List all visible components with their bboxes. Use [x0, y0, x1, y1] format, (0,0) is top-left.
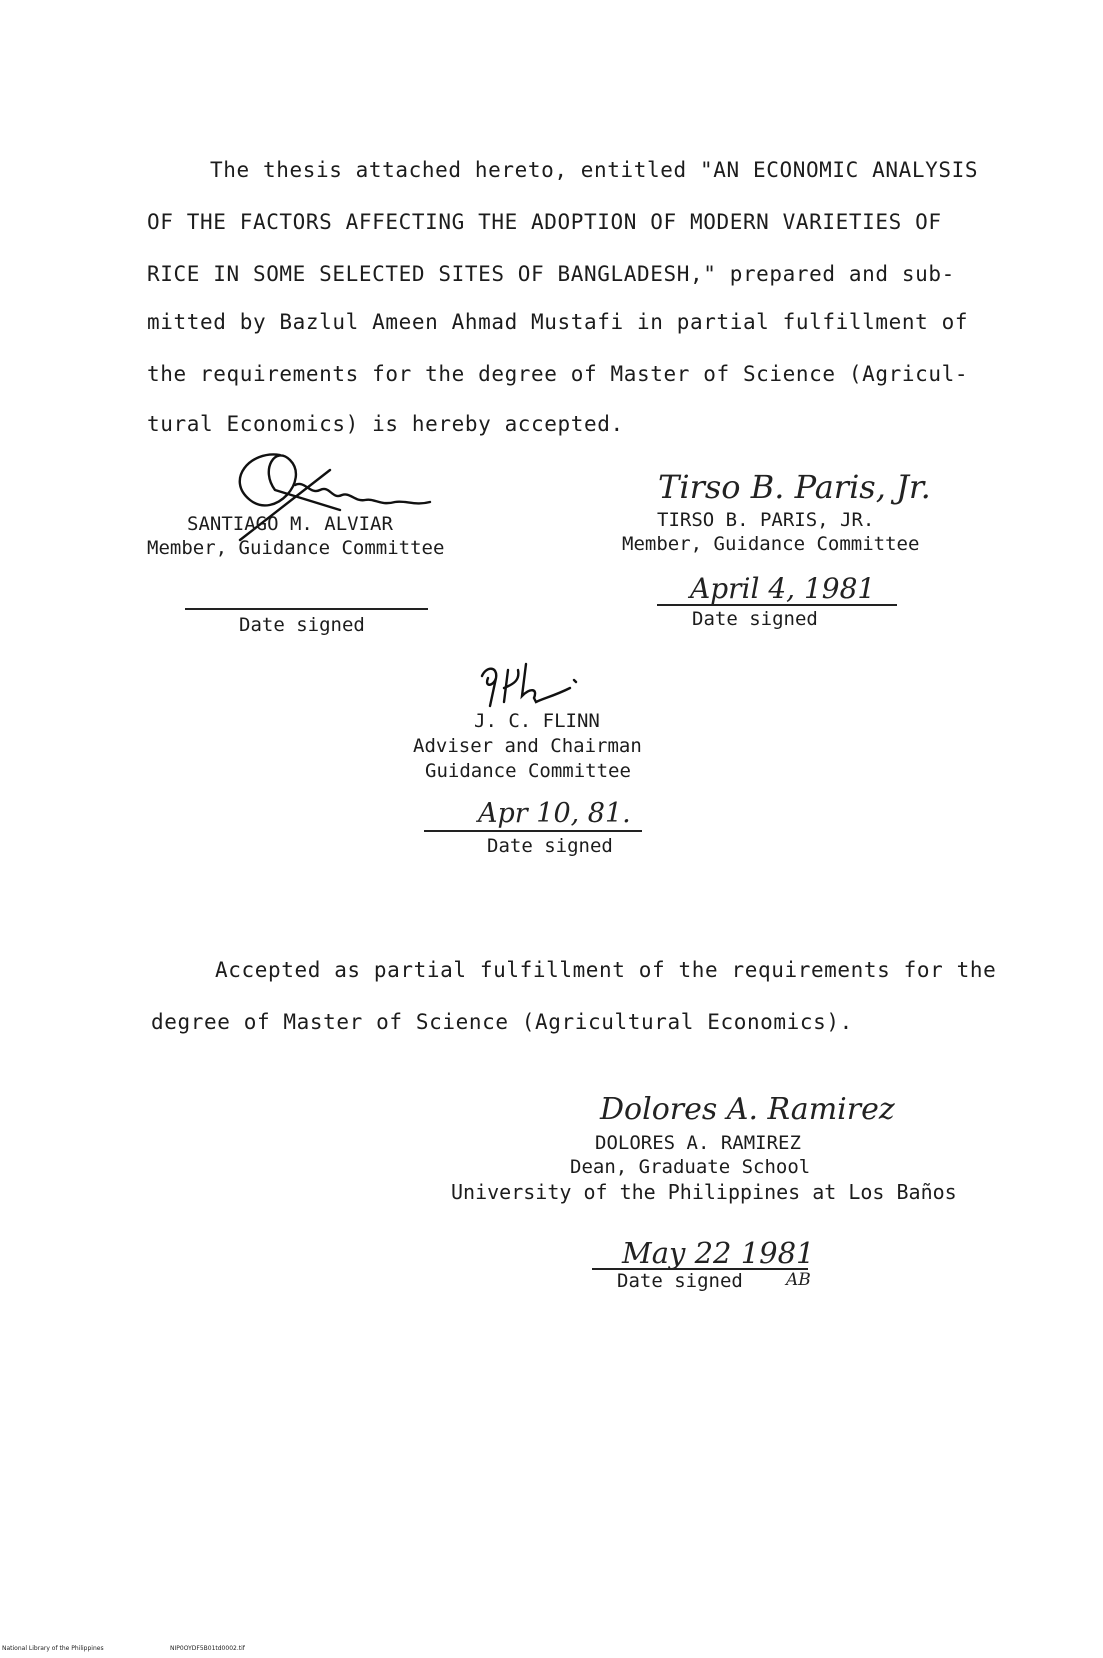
paris-name: TIRSO B. PARIS, JR. [657, 509, 875, 531]
dean-date-label: Date signed [617, 1270, 743, 1292]
paris-role: Member, Guidance Committee [622, 533, 920, 555]
body-line-4: mitted by Bazlul Ameen Ahmad Mustafi in partial fulfillment of [147, 310, 969, 334]
flinn-name: J. C. FLINN [474, 710, 600, 732]
acceptance-line-1: Accepted as partial fulfillment of the requirements for the [215, 958, 997, 982]
body-line-1: The thesis attached hereto, entitled "AN ECONOMIC ANALYSIS [210, 158, 979, 182]
dean-date-handwritten: May 22 1981 [622, 1236, 815, 1270]
dean-name: DOLORES A. RAMIREZ [595, 1132, 801, 1154]
flinn-date-handwritten: Apr 10, 81. [478, 798, 631, 829]
flinn-date-line [424, 830, 642, 832]
paris-date-label: Date signed [692, 608, 818, 630]
paris-date-handwritten: April 4, 1981 [690, 572, 876, 605]
dean-signature: Dolores A. Ramirez [600, 1092, 895, 1127]
footer-filename: NIP0OYDF5B01td0002.tif [170, 1645, 245, 1652]
flinn-date-label: Date signed [487, 835, 613, 857]
alviar-date-line [185, 608, 428, 610]
body-line-5: the requirements for the degree of Master of Science (Agricul- [147, 362, 969, 386]
alviar-name: SANTIAGO M. ALVIAR [187, 513, 393, 535]
dean-initials: AB [786, 1270, 811, 1290]
body-line-6: tural Economics) is hereby accepted. [147, 412, 624, 436]
body-line-2: OF THE FACTORS AFFECTING THE ADOPTION OF MODERN VARIETIES OF [147, 210, 942, 234]
dean-title: Dean, Graduate School [570, 1156, 811, 1178]
body-line-3: RICE IN SOME SELECTED SITES OF BANGLADESH," prepared and sub- [147, 262, 955, 286]
acceptance-line-2: degree of Master of Science (Agricultural Economics). [151, 1010, 853, 1034]
dean-institution: University of the Philippines at Los Baños [451, 1180, 957, 1204]
paris-signature: Tirso B. Paris, Jr. [658, 468, 931, 506]
alviar-date-label: Date signed [239, 614, 365, 636]
flinn-role-2: Guidance Committee [425, 760, 631, 782]
footer-library: National Library of the Philippines [2, 1645, 104, 1652]
paris-date-line [657, 604, 897, 606]
alviar-role: Member, Guidance Committee [147, 537, 445, 559]
flinn-signature [474, 658, 594, 710]
flinn-role-1: Adviser and Chairman [413, 735, 642, 757]
